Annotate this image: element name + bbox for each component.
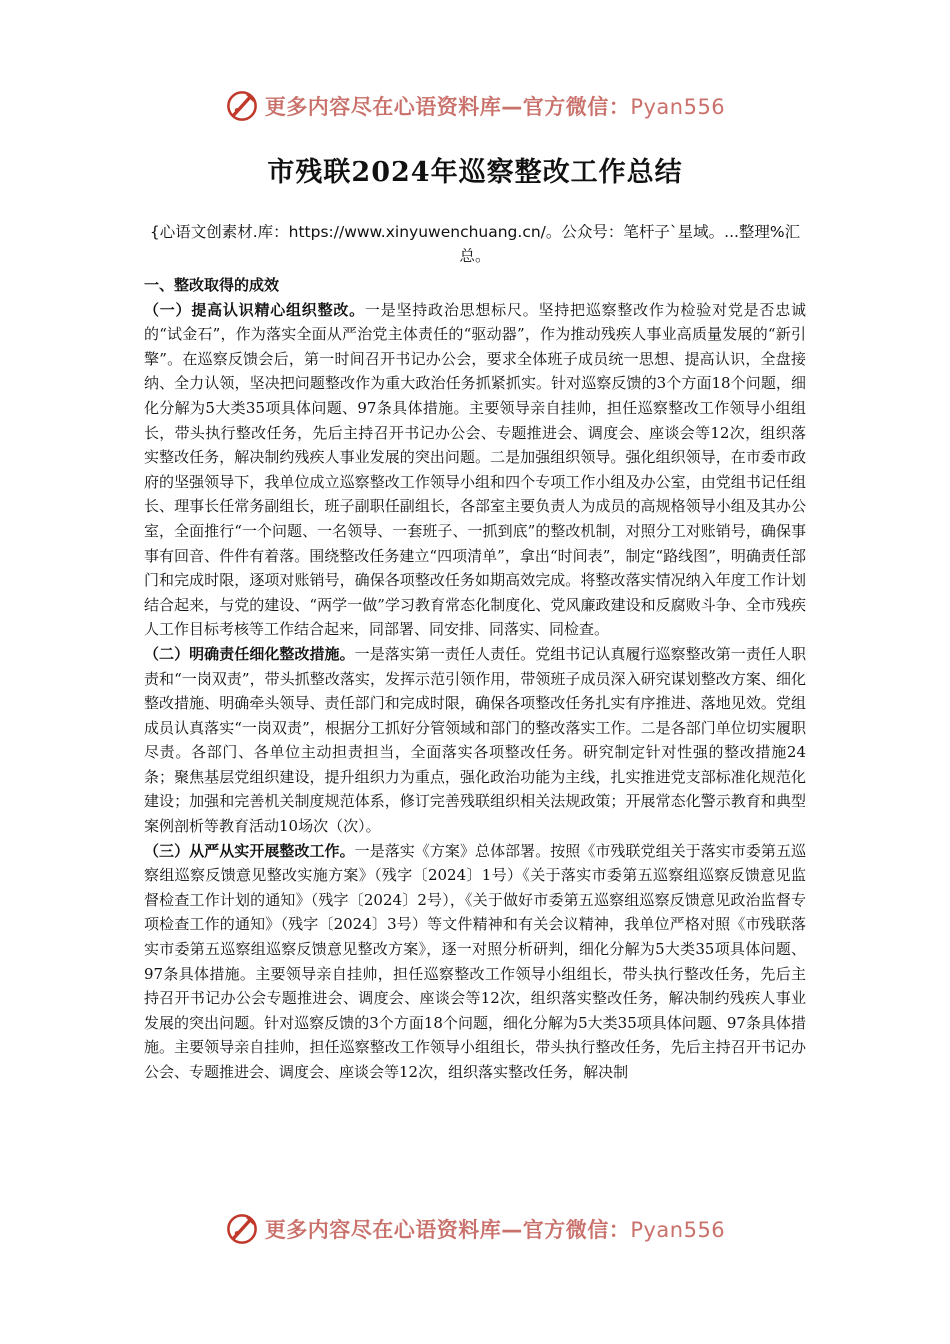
pen-circle-logo-icon: [225, 89, 259, 123]
paragraph-3: （三）从严从实开展整改工作。一是落实《方案》总体部署。按照《市残联党组关于落实市委第五巡察组巡察反馈意见整改实施方案》（残字〔2024〕1号）《关于落实市委第五巡察组巡察反馈意见监督检查工作计划的通知》（残字〔2024〕2号），《关于做好市委第五巡察组巡察反馈意见政治监督专项检查工作的通知》（残字〔2024〕3号）等文件精神和有关会议精神，我单位严格对照《市残联落实市委第五巡察组巡察反馈意见整改方案》，逐一对照分析研判，细化分解为5大类35项具体问题、97条具体措施。主要领导亲自挂帅，担任巡察整改工作领导小组组长，带头执行整改任务，先后主持召开书记办公会专题推进会、调度会、座谈会等12次，组织落实整改任务，解决制约残疾人事业发展的突出问题。针对巡察反馈的3个方面18个问题，细化分解为5大类35项具体问题、97条具体措施。主要领导亲自挂帅，担任巡察整改工作领导小组组长，带头执行整改任务，先后主持召开书记办公会、专题推进会、调度会、座谈会等12次，组织落实整改任务，解决制: [144, 841, 806, 1081]
paragraph-2: （二）明确责任细化整改措施。一是落实第一责任人责任。党组书记认真履行巡察整改第一责任人职责和“一岗双责”，带头抓整改落实，发挥示范引领作用，带领班子成员深入研究谋划整改方案、细化整改措施、明确牵头领导、责任部门和完成时限，确保各项整改任务扎实有序推进、落地见效。党组成员认真落实“一岗双责”，根据分工抓好分管领域和部门的整改落实工作。二是各部门单位切实履职尽责。各部门、各单位主动担责担当，全面落实各项整改任务。研究制定针对性强的整改措施24条；聚焦基层党组织建设，提升组织力为重点，强化政治功能为主线，扎实推进党支部标准化规范化建设；加强和完善机关制度规范体系，修订完善残联组织相关法规政策；开展常态化警示教育和典型案例剖析等教育活动10场次（次）。: [144, 644, 806, 836]
source-line: {心语文创素材.库：https://www.xinyuwenchuang.cn/。公众号：笔杆子`星域。...整理%汇总。: [149, 223, 801, 265]
header-watermark-banner: [0, 82, 950, 130]
document-title: 市残联2024年巡察整改工作总结: [267, 157, 683, 188]
document-body: [144, 273, 806, 1085]
banner-text: 更多内容尽在心语资料库—官方微信：Pyan556: [264, 95, 726, 119]
paragraph-1: （一）提高认识精心组织整改。一是坚持政治思想标尺。坚持把巡察整改作为检验对党是否忠诚的“试金石”，作为落实全面从严治党主体责任的“驱动器”，作为推动残疾人事业高质量发展的“新引擎”。在巡察反馈会后，第一时间召开书记办公会，要求全体班子成员统一思想、提高认识，全盘接纳、全力认领，坚决把问题整改作为重大政治任务抓紧抓实。针对巡察反馈的3个方面18个问题，细化分解为5大类35项具体问题、97条具体措施。主要领导亲自挂帅，担任巡察整改工作领导小组组长，带头执行整改任务，先后主持召开书记办公会、专题推进会、调度会、座谈会等12次，组织落实整改任务，解决制约残疾人事业发展的突出问题。二是加强组织领导。强化组织领导，在市委市政府的坚强领导下，我单位成立巡察整改工作领导小组和四个专项工作小组及办公室，由党组书记任组长、理事长任常务副组长，班子副职任副组长，各部室主要负责人为成员的高规格领导小组及其办公室，全面推行“一个问题、一名领导、一套班子、一抓到底”的整改机制，对照分工对账销号，确保事事有回音、件件有着落。围绕整改任务建立“四项清单”，拿出“时间表”，制定“路线图”，明确责任部门和完成时限，逐项对账销号，确保各项整改任务如期高效完成。将整改落实情况纳入年度工作计划结合起来，与党的建设、“两学一做”学习教育常态化制度化、党风廉政建设和反腐败斗争、全市残疾人工作目标考核等工作结合起来，同部署、同安排、同落实、同检查。: [144, 300, 806, 639]
pen-circle-logo-icon: [225, 1212, 259, 1246]
footer-watermark-banner: [0, 1205, 950, 1253]
banner-text: 更多内容尽在心语资料库—官方微信：Pyan556: [264, 1218, 726, 1242]
section-heading: 一、整改取得的成效: [144, 276, 280, 294]
